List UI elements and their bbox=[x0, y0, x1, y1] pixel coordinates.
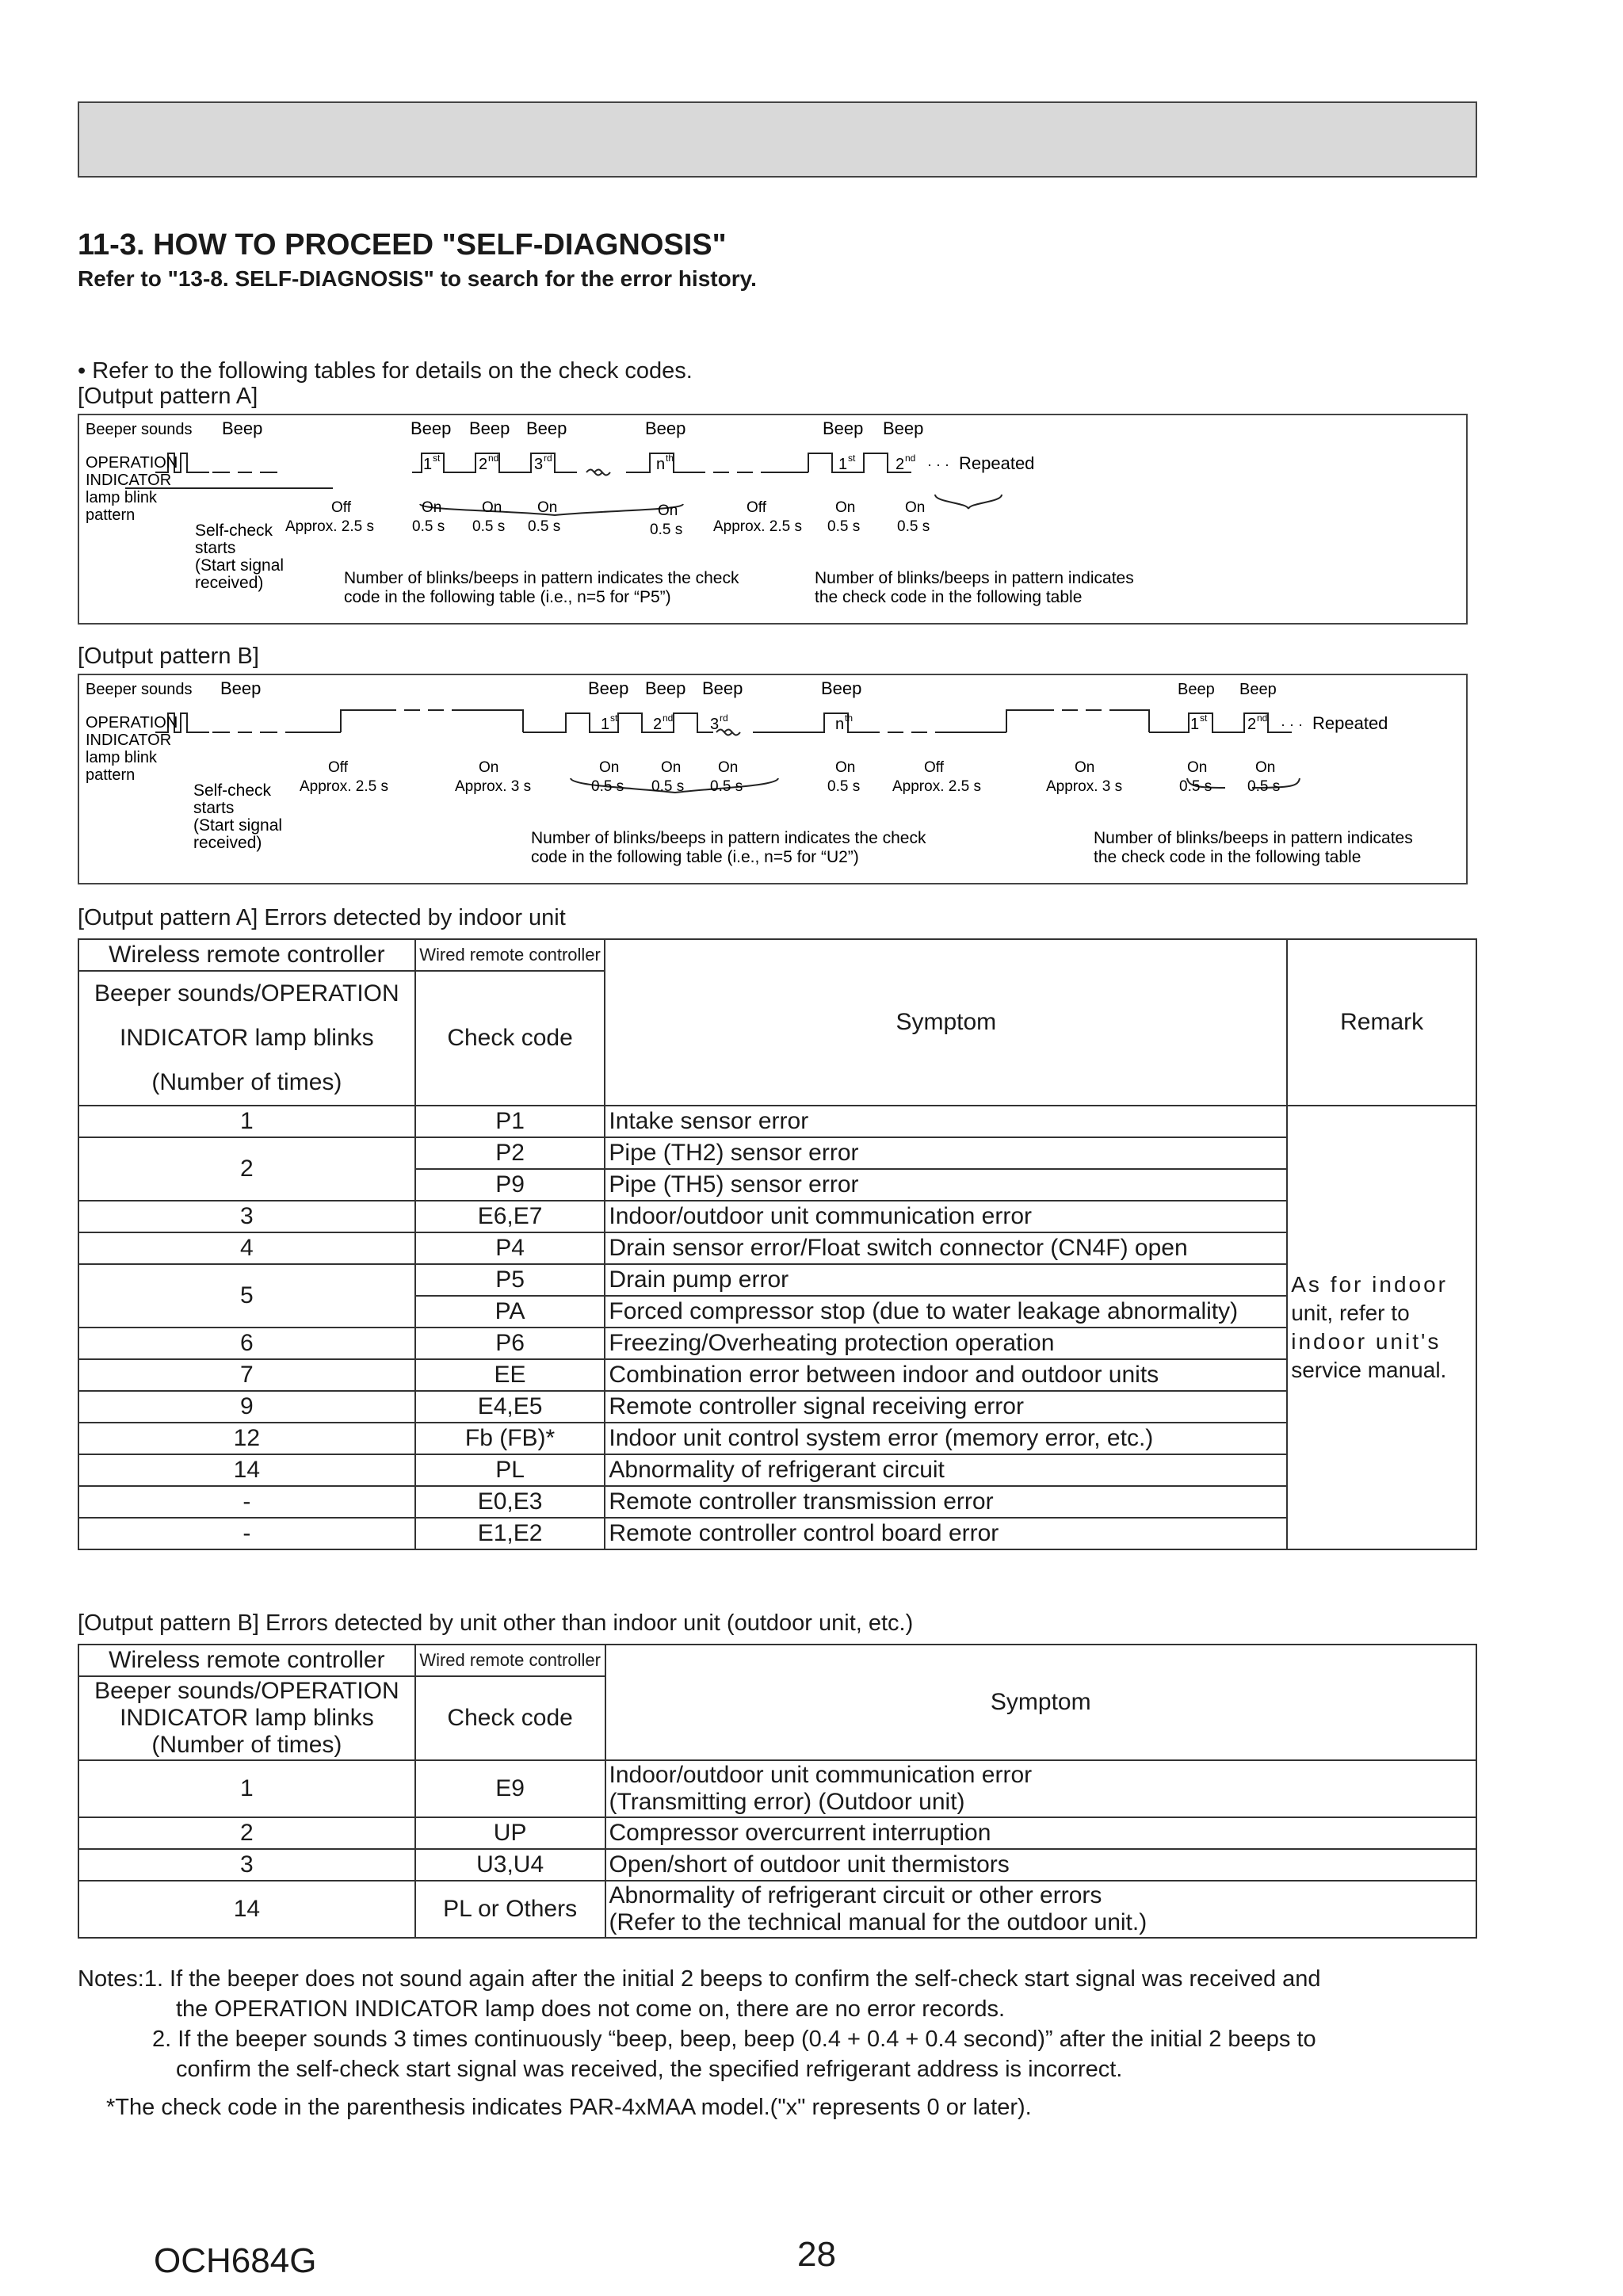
cell-code: E0,E3 bbox=[415, 1486, 605, 1518]
note-label: Number of blinks/beeps in pattern indicates the check bbox=[344, 569, 739, 587]
table-b-caption: [Output pattern B] Errors detected by unit other than indoor unit (outdoor unit, etc.) bbox=[78, 1610, 914, 1636]
header-beeper-line: INDICATOR lamp blinks bbox=[120, 1705, 374, 1731]
approx-label: Approx. 2.5 s bbox=[892, 778, 981, 795]
table-row bbox=[78, 1423, 1476, 1454]
cell-code: Fb (FB)* bbox=[415, 1423, 605, 1454]
cell-count: 4 bbox=[78, 1232, 415, 1264]
dur-label: 0.5 s bbox=[472, 518, 506, 535]
cell-remark bbox=[1287, 1106, 1476, 1549]
page-subtitle: Refer to "13-8. SELF-DIAGNOSIS" to search for the error history. bbox=[78, 266, 757, 291]
note-label: the check code in the following table bbox=[815, 588, 1083, 606]
table-row bbox=[78, 1106, 1476, 1137]
header-beeper-line: Beeper sounds/OPERATION bbox=[94, 980, 399, 1007]
beep-label: Beep bbox=[526, 418, 567, 438]
cell-code: P6 bbox=[415, 1328, 605, 1359]
header-wireless: Wireless remote controller bbox=[78, 1645, 415, 1676]
cell-symptom: Compressor overcurrent interruption bbox=[605, 1817, 1476, 1849]
note-label: the check code in the following table bbox=[1094, 848, 1361, 866]
header-beeper-line: Beeper sounds/OPERATION bbox=[94, 1678, 399, 1704]
cell-code: E6,E7 bbox=[415, 1201, 605, 1232]
off-label: Off bbox=[328, 759, 348, 776]
beep-label: Beep bbox=[702, 678, 743, 698]
on-label: On bbox=[599, 759, 620, 776]
beep-label: Beep bbox=[220, 678, 262, 698]
ordinal: 2 bbox=[1247, 716, 1257, 733]
ordinal-sup: rd bbox=[720, 712, 728, 724]
cell-code: PL bbox=[415, 1454, 605, 1486]
table-row bbox=[78, 1518, 1476, 1549]
dur-label: 0.5 s bbox=[651, 778, 685, 795]
ordinal: 3 bbox=[534, 456, 544, 473]
remark-line: service manual. bbox=[1291, 1358, 1447, 1382]
table-row bbox=[78, 1232, 1476, 1264]
dur-label: 0.5 s bbox=[528, 518, 561, 535]
op-label: INDICATOR bbox=[86, 472, 172, 489]
ordinal: 2 bbox=[896, 456, 905, 473]
pattern-a-waveform bbox=[79, 415, 1469, 626]
repeated-label: Repeated bbox=[959, 453, 1035, 473]
note-line: the OPERATION INDICATOR lamp does not come on, there are no error records. bbox=[176, 1996, 1006, 2022]
symptom-line: Abnormality of refrigerant circuit or other errors bbox=[609, 1882, 1102, 1908]
cell-code: P1 bbox=[415, 1106, 605, 1137]
ordinal-sup: nd bbox=[488, 453, 499, 464]
op-label: OPERATION bbox=[86, 454, 178, 472]
remark-line: indoor unit's bbox=[1291, 1329, 1442, 1354]
ordinal: 1 bbox=[601, 716, 610, 733]
symptom-line: (Refer to the technical manual for the outdoor unit.) bbox=[609, 1909, 1148, 1935]
cell-count: 3 bbox=[78, 1849, 415, 1881]
beep-label: Beep bbox=[469, 418, 510, 438]
table-row bbox=[78, 1328, 1476, 1359]
header-wired: Wired remote controller bbox=[415, 939, 605, 971]
ordinal: 1 bbox=[1190, 716, 1200, 733]
cell-symptom: Remote controller signal receiving error bbox=[605, 1391, 1287, 1423]
cell-symptom bbox=[605, 1881, 1476, 1938]
on-label: On bbox=[905, 499, 926, 516]
ordinal: 2 bbox=[653, 716, 663, 733]
table-row bbox=[78, 1849, 1476, 1881]
ordinal-sup: st bbox=[433, 453, 441, 464]
note-label: Number of blinks/beeps in pattern indicates the check bbox=[531, 829, 926, 847]
cell-symptom bbox=[605, 1760, 1476, 1817]
cell-count: - bbox=[78, 1486, 415, 1518]
off-label: Off bbox=[924, 759, 944, 776]
table-row bbox=[78, 1201, 1476, 1232]
cell-symptom: Intake sensor error bbox=[605, 1106, 1287, 1137]
symptom-line: Indoor/outdoor unit communication error bbox=[609, 1762, 1033, 1788]
header-check-code: Check code bbox=[415, 1676, 605, 1760]
table-row bbox=[78, 1391, 1476, 1423]
dur-label: 0.5 s bbox=[650, 521, 683, 538]
cell-count: 1 bbox=[78, 1106, 415, 1137]
ordinal-sup: rd bbox=[544, 453, 552, 464]
table-row bbox=[78, 1359, 1476, 1391]
ordinal-sup: th bbox=[845, 712, 854, 724]
cell-symptom: Indoor unit control system error (memory error, etc.) bbox=[605, 1423, 1287, 1454]
cell-count: 14 bbox=[78, 1454, 415, 1486]
ordinal-sup: nd bbox=[905, 453, 916, 464]
note-label: Number of blinks/beeps in pattern indicates bbox=[815, 569, 1134, 587]
selfcheck-label: starts bbox=[193, 799, 235, 817]
cell-code: E1,E2 bbox=[415, 1518, 605, 1549]
footer-model: OCH684G bbox=[154, 2241, 317, 2280]
beep-label: Beep bbox=[645, 418, 686, 438]
table-row bbox=[78, 1486, 1476, 1518]
cell-count: 12 bbox=[78, 1423, 415, 1454]
dur-label: 0.5 s bbox=[412, 518, 445, 535]
note-line: 2. If the beeper sounds 3 times continuously “beep, beep, beep (0.4 + 0.4 + 0.4 second)” after the initial 2 beeps to bbox=[152, 2027, 1316, 2052]
cell-code: P9 bbox=[415, 1169, 605, 1201]
header-symptom: Symptom bbox=[605, 1645, 1476, 1760]
diagram-pattern-a bbox=[78, 414, 1468, 625]
beep-label: Beep bbox=[823, 418, 864, 438]
footer-page-number: 28 bbox=[797, 2235, 836, 2274]
on-label: On bbox=[1187, 759, 1208, 776]
cell-symptom: Freezing/Overheating protection operation bbox=[605, 1328, 1287, 1359]
symptom-line: (Transmitting error) (Outdoor unit) bbox=[609, 1789, 965, 1815]
cell-count: 1 bbox=[78, 1760, 415, 1817]
dur-label: 0.5 s bbox=[1247, 778, 1281, 795]
note-label: Number of blinks/beeps in pattern indicates bbox=[1094, 829, 1413, 847]
cell-symptom: Abnormality of refrigerant circuit bbox=[605, 1454, 1287, 1486]
ordinal: 2 bbox=[479, 456, 488, 473]
remark-line: As for indoor bbox=[1291, 1272, 1448, 1297]
header-beeper-line: (Number of times) bbox=[151, 1732, 342, 1758]
ordinal: 3 bbox=[710, 716, 720, 733]
header-beeper bbox=[78, 1676, 415, 1760]
note-label: code in the following table (i.e., n=5 for “U2”) bbox=[531, 848, 859, 866]
notes bbox=[78, 1964, 1477, 2122]
approx-label: Approx. 2.5 s bbox=[713, 518, 802, 535]
cell-count: 7 bbox=[78, 1359, 415, 1391]
on-label: On bbox=[537, 499, 558, 516]
selfcheck-label: starts bbox=[195, 539, 236, 557]
cell-symptom: Indoor/outdoor unit communication error bbox=[605, 1201, 1287, 1232]
dots: · · · bbox=[1281, 716, 1303, 732]
header-banner bbox=[78, 101, 1477, 178]
ordinal: n bbox=[656, 456, 666, 473]
table-row bbox=[78, 1881, 1476, 1938]
dur-label: 0.5 s bbox=[591, 778, 624, 795]
selfcheck-label: Self-check bbox=[193, 781, 272, 800]
op-label: pattern bbox=[86, 506, 136, 524]
approx-label: Approx. 2.5 s bbox=[285, 518, 374, 535]
cell-code: PA bbox=[415, 1296, 605, 1328]
pattern-a-label: [Output pattern A] bbox=[78, 384, 258, 409]
beep-label: Beep bbox=[411, 418, 452, 438]
note-line: Notes:1. If the beeper does not sound again after the initial 2 beeps to confirm the self-check start signal was received and bbox=[78, 1966, 1321, 1992]
ordinal-sup: st bbox=[848, 453, 856, 464]
cell-symptom: Remote controller control board error bbox=[605, 1518, 1287, 1549]
on-label: On bbox=[479, 759, 499, 776]
cell-count: 14 bbox=[78, 1881, 415, 1938]
cell-code: P5 bbox=[415, 1264, 605, 1296]
dur-label: 0.5 s bbox=[827, 778, 861, 795]
beep-label: Beep bbox=[1239, 681, 1277, 698]
on-label: On bbox=[1075, 759, 1095, 776]
approx-label: Approx. 3 s bbox=[1046, 778, 1123, 795]
selfcheck-label: (Start signal bbox=[193, 816, 283, 835]
on-label: On bbox=[661, 759, 682, 776]
repeated-label: Repeated bbox=[1312, 713, 1388, 733]
beep-label: Beep bbox=[645, 678, 686, 698]
approx-label: Approx. 3 s bbox=[455, 778, 532, 795]
table-row bbox=[78, 1454, 1476, 1486]
cell-symptom: Drain pump error bbox=[605, 1264, 1287, 1296]
selfcheck-label: received) bbox=[195, 574, 264, 592]
diagram-pattern-b bbox=[78, 674, 1468, 884]
intro-bullet: • Refer to the following tables for details on the check codes. bbox=[78, 358, 693, 384]
cell-symptom: Drain sensor error/Float switch connector (CN4F) open bbox=[605, 1232, 1287, 1264]
dur-label: 0.5 s bbox=[827, 518, 861, 535]
selfcheck-label: (Start signal bbox=[195, 556, 285, 575]
cell-code: P4 bbox=[415, 1232, 605, 1264]
dots: · · · bbox=[927, 457, 949, 472]
cell-count: 6 bbox=[78, 1328, 415, 1359]
off-label: Off bbox=[331, 499, 351, 516]
cell-symptom: Remote controller transmission error bbox=[605, 1486, 1287, 1518]
table-row bbox=[78, 1137, 1476, 1169]
on-label: On bbox=[1255, 759, 1276, 776]
table-b bbox=[78, 1644, 1477, 1939]
beep-label: Beep bbox=[588, 678, 629, 698]
ordinal-sup: st bbox=[610, 712, 618, 724]
cell-count: 2 bbox=[78, 1817, 415, 1849]
cell-code: P2 bbox=[415, 1137, 605, 1169]
table-row bbox=[78, 1264, 1476, 1296]
cell-symptom: Combination error between indoor and outdoor units bbox=[605, 1359, 1287, 1391]
header-beeper-line: INDICATOR lamp blinks bbox=[120, 1025, 374, 1051]
beeper-label: Beeper sounds bbox=[86, 681, 193, 698]
table-a-caption: [Output pattern A] Errors detected by indoor unit bbox=[78, 905, 566, 930]
note-line: confirm the self-check start signal was received, the specified refrigerant address is incorrect. bbox=[176, 2057, 1123, 2082]
dur-label: 0.5 s bbox=[1179, 778, 1212, 795]
selfcheck-label: received) bbox=[193, 834, 262, 852]
cell-count: 5 bbox=[78, 1264, 415, 1328]
beeper-label: Beeper sounds bbox=[86, 421, 193, 438]
ordinal-sup: st bbox=[1200, 712, 1208, 724]
header-symptom: Symptom bbox=[605, 939, 1287, 1106]
cell-code: E9 bbox=[415, 1760, 605, 1817]
ordinal-sup: nd bbox=[1257, 712, 1268, 724]
op-label: pattern bbox=[86, 766, 136, 784]
cell-count: 2 bbox=[78, 1137, 415, 1201]
beep-label: Beep bbox=[883, 418, 924, 438]
ordinal: 1 bbox=[838, 456, 848, 473]
cell-code: U3,U4 bbox=[415, 1849, 605, 1881]
table-row bbox=[78, 1817, 1476, 1849]
ordinal-sup: th bbox=[666, 453, 674, 464]
approx-label: Approx. 2.5 s bbox=[300, 778, 388, 795]
header-remark: Remark bbox=[1287, 939, 1476, 1106]
on-label: On bbox=[422, 499, 442, 516]
dur-label: 0.5 s bbox=[710, 778, 743, 795]
op-label: INDICATOR bbox=[86, 732, 172, 749]
cell-count: 3 bbox=[78, 1201, 415, 1232]
selfcheck-label: Self-check bbox=[195, 521, 273, 540]
page-title: 11-3. HOW TO PROCEED "SELF-DIAGNOSIS" bbox=[78, 228, 727, 262]
beep-label: Beep bbox=[222, 418, 263, 438]
cell-symptom: Open/short of outdoor unit thermistors bbox=[605, 1849, 1476, 1881]
cell-symptom: Pipe (TH2) sensor error bbox=[605, 1137, 1287, 1169]
table-a bbox=[78, 938, 1477, 1550]
off-label: Off bbox=[747, 499, 766, 516]
dur-label: 0.5 s bbox=[897, 518, 930, 535]
cell-symptom: Forced compressor stop (due to water leakage abnormality) bbox=[605, 1296, 1287, 1328]
table-row bbox=[78, 1760, 1476, 1817]
cell-symptom: Pipe (TH5) sensor error bbox=[605, 1169, 1287, 1201]
header-beeper bbox=[78, 971, 415, 1106]
header-wireless: Wireless remote controller bbox=[78, 939, 415, 971]
cell-code: PL or Others bbox=[415, 1881, 605, 1938]
on-label: On bbox=[835, 759, 856, 776]
ordinal: 1 bbox=[423, 456, 433, 473]
pattern-b-label: [Output pattern B] bbox=[78, 644, 259, 669]
cell-count: 9 bbox=[78, 1391, 415, 1423]
on-label: On bbox=[718, 759, 739, 776]
remark-line: unit, refer to bbox=[1291, 1301, 1410, 1325]
note-line: *The check code in the parenthesis indicates PAR-4xMAA model.("x" represents 0 or later). bbox=[106, 2095, 1032, 2120]
cell-code: E4,E5 bbox=[415, 1391, 605, 1423]
header-check-code: Check code bbox=[415, 971, 605, 1106]
pattern-b-waveform bbox=[79, 675, 1469, 886]
note-label: code in the following table (i.e., n=5 for “P5”) bbox=[344, 588, 671, 606]
header-wired: Wired remote controller bbox=[415, 1645, 605, 1676]
op-label: OPERATION bbox=[86, 714, 178, 732]
on-label: On bbox=[835, 499, 856, 516]
cell-code: EE bbox=[415, 1359, 605, 1391]
beep-label: Beep bbox=[821, 678, 862, 698]
cell-code: UP bbox=[415, 1817, 605, 1849]
ordinal-sup: nd bbox=[663, 712, 674, 724]
cell-count: - bbox=[78, 1518, 415, 1549]
on-label: On bbox=[482, 499, 502, 516]
header-beeper-line: (Number of times) bbox=[151, 1069, 342, 1095]
op-label: lamp blink bbox=[86, 489, 158, 506]
beep-label: Beep bbox=[1178, 681, 1215, 698]
ordinal: n bbox=[835, 716, 845, 733]
op-label: lamp blink bbox=[86, 749, 158, 766]
on-label: On bbox=[658, 502, 678, 519]
